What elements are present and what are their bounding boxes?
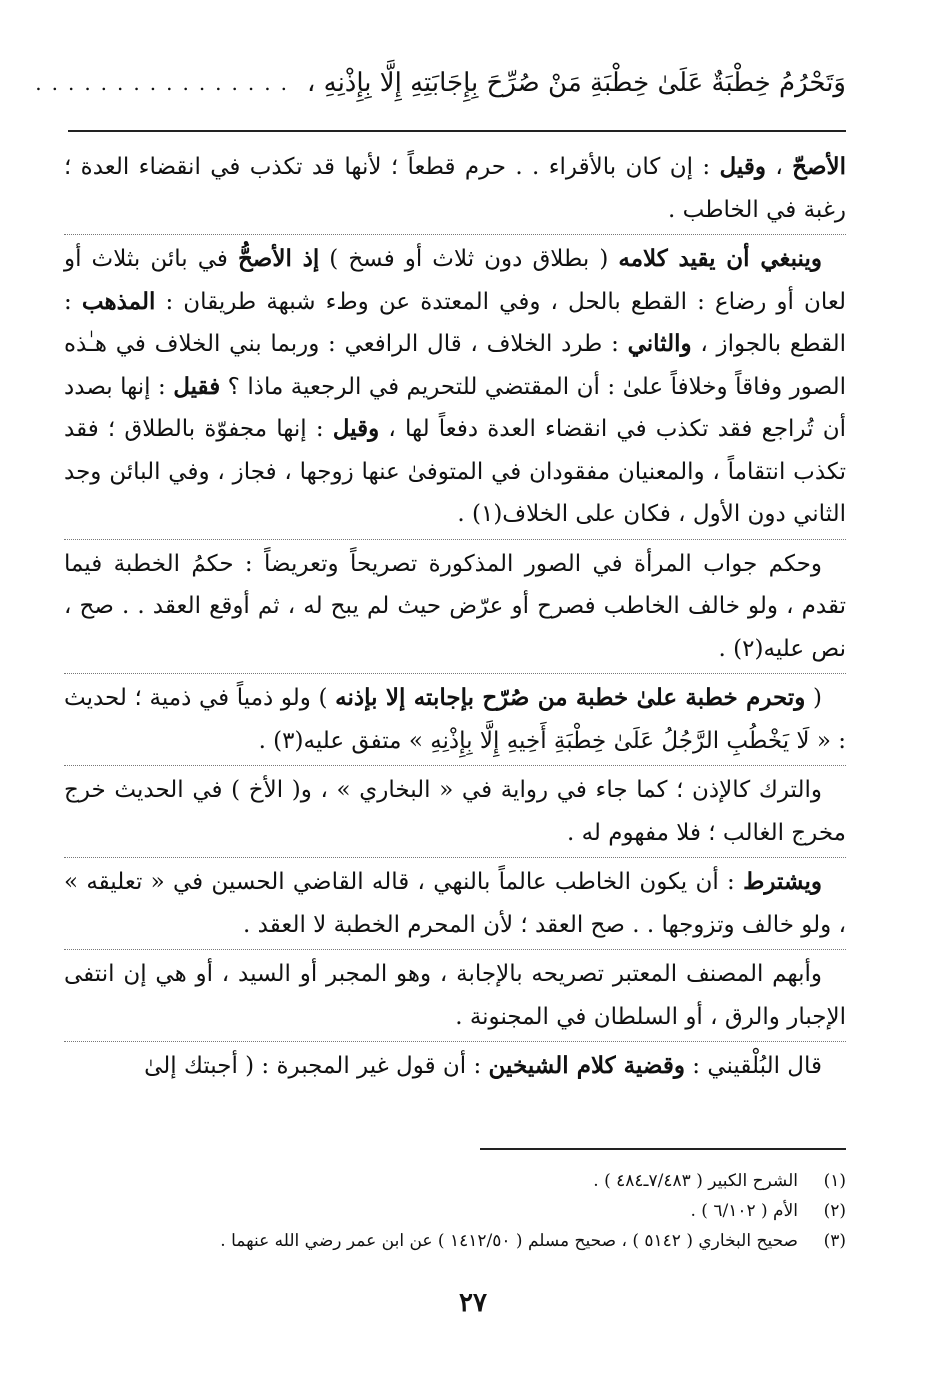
paragraph <box>64 146 846 231</box>
text-run: : أن يكون الخاطب عالماً بالنهي ، قاله القاضي الحسين في « تعليقه » ، ولو خالف وتزوجها . . صح العقد ؛ لأن المحرم الخطبة لا العقد . <box>64 869 846 938</box>
paragraph-divider <box>64 1041 846 1042</box>
paragraph <box>64 543 846 671</box>
text-run: وحكم جواب المرأة في الصور المذكورة تصريحاً وتعريضاً : حكمُ الخطبة فيما تقدم ، ولو خالف الخاطب فصرح أو عرّض حيث لم يبح له ، ثم أوقع العقد . . صح ، نص عليه(٢) . <box>64 550 846 662</box>
paragraph-divider <box>64 234 846 235</box>
bold-phrase: إذ الأصحُّ <box>237 245 320 272</box>
footnote-1 <box>100 1166 846 1196</box>
paragraph-divider <box>64 539 846 540</box>
bold-phrase: الأصحّ <box>792 153 846 180</box>
footnote-number: (٢) <box>823 1201 846 1221</box>
footnote-2 <box>100 1196 846 1226</box>
footnote-text: الأم ( ٦/١٠٢ ) . <box>690 1201 798 1221</box>
header-dots: ................ <box>35 71 297 95</box>
header-rule <box>68 130 846 132</box>
paragraph <box>64 953 846 1038</box>
footnote-number: (١) <box>823 1171 846 1191</box>
paragraph-divider <box>64 673 846 674</box>
footnote-rule <box>480 1148 846 1150</box>
paragraph-divider <box>64 857 846 858</box>
text-run: ) ولو ذمياً في ذمية ؛ لحديث : « لَا يَخْطُبِ الرَّجُلُ عَلَىٰ خِطْبَةِ أَخِيهِ إِلَّا بِإِذْنِهِ » متفق عليه(٣) . <box>64 685 846 754</box>
bold-phrase: وقيل <box>719 153 766 180</box>
text-run: : إنها مجفوّة بالطلاق ؛ فقد تكذب انتقاماً ، والمعنيان مفقودان في المتوفىٰ عنها زوجها ، فجاز ، وفي البائن وجد الثاني دون الأول ، فكان على الخلاف(١) . <box>64 416 846 527</box>
text-run: ( <box>805 685 822 711</box>
paragraph <box>64 238 846 536</box>
text-run: : طرد الخلاف ، قال الرافعي : وربما بني الخلاف في هـٰذه الصور وفاقاً وخلافاً علىٰ : أن المقتضي للتحريم في الرجعية ماذا ؟ <box>64 331 846 400</box>
bold-phrase: والثاني <box>627 330 692 357</box>
paragraph-divider <box>64 765 846 766</box>
bold-phrase: فقيل <box>173 372 221 400</box>
paragraph <box>64 1045 846 1088</box>
header-text: وَتَحْرُمُ خِطْبَةٌ عَلَىٰ خِطْبَةِ مَنْ صُرِّحَ بِإِجَابَتِهِ إِلَّا بِإِذْنِهِ ، <box>306 68 846 98</box>
bold-phrase: وينبغي أن يقيد كلامه <box>618 245 822 272</box>
text-run: ( بطلاق دون ثلاث أو فسخ ) <box>319 246 619 272</box>
paragraph <box>64 769 846 854</box>
running-header <box>35 58 846 108</box>
footnote-text: الشرح الكبير ( ٧/٤٨٣ـ٤٨٤ ) . <box>593 1171 798 1191</box>
bold-phrase: ويشترط <box>743 868 822 895</box>
text-run: ، <box>765 154 793 180</box>
paragraph <box>64 861 846 946</box>
footnote-text: صحيح البخاري ( ٥١٤٢ ) ، صحيح مسلم ( ١٤١٢/٥٠ ) عن ابن عمر رضي الله عنهما . <box>220 1231 798 1251</box>
text-run: وأبهم المصنف المعتبر تصريحه بالإجابة ، وهو المجبر أو السيد ، أو هي إن انتفى الإجبار والرق ، أو السلطان في المجنونة . <box>64 961 846 1030</box>
footnotes <box>100 1166 846 1256</box>
footnote-number: (٣) <box>823 1231 846 1251</box>
page-number: ٢٧ <box>459 1288 487 1318</box>
text-run: : أن قول غير المجبرة : ( أجبتك إلىٰ <box>144 1053 489 1079</box>
bold-phrase: وقضية كلام الشيخين <box>488 1052 685 1079</box>
text-run: : إنها بصدد أن تُراجع فقد تكذب في انقضاء العدة دفعاً لها ، <box>64 373 846 442</box>
text-run: قال البُلْقيني : <box>684 1053 822 1079</box>
footnote-3 <box>100 1226 846 1256</box>
bold-phrase: وتحرم خطبة علىٰ خطبة من صُرّح بإجابته إلا بإذنه <box>335 684 806 711</box>
main-text <box>64 146 846 1088</box>
text-run: : إن كان بالأقراء . . حرم قطعاً ؛ لأنها قد تكذب في انقضاء العدة ؛ رغبة في الخاطب . <box>64 154 846 223</box>
paragraph-divider <box>64 949 846 950</box>
bold-phrase: وقيل <box>332 415 380 442</box>
paragraph <box>64 677 846 762</box>
text-run: : القطع بالجواز ، <box>64 288 847 357</box>
bold-phrase: المذهب <box>81 287 156 315</box>
text-run: في بائن بثلاث أو لعان أو رضاع : القطع بالحل ، وفي المعتدة عن وطء شبهة طريقان : <box>64 246 847 315</box>
text-run: والترك كالإذن ؛ كما جاء في رواية في « البخاري » ، و( الأخ ) في الحديث خرج مخرج الغالب ؛ فلا مفهوم له . <box>64 777 846 846</box>
